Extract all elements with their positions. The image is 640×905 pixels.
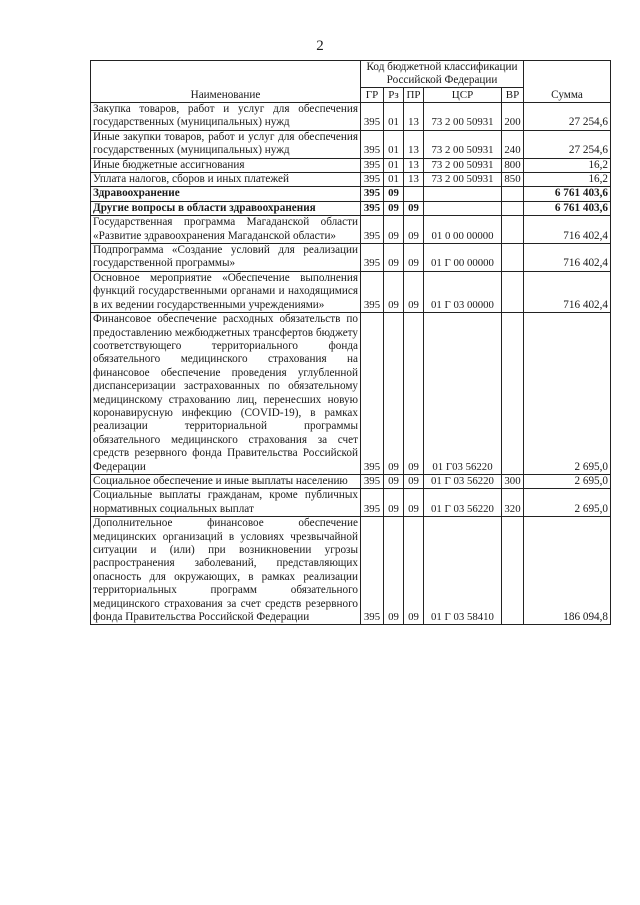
row-name: Подпрограмма «Создание условий для реализации государственной программы»: [91, 244, 361, 272]
row-pr: 09: [404, 201, 424, 215]
header-code-group: Код бюджетной классификации Российской Федерации: [361, 61, 524, 88]
row-sum: 27 254,6: [524, 103, 611, 131]
row-vr: [502, 187, 524, 201]
row-pr: 09: [404, 313, 424, 475]
row-pr: 09: [404, 244, 424, 272]
row-rz: 01: [384, 103, 404, 131]
row-csr: 01 Г 00 00000: [424, 244, 502, 272]
header-sum: Сумма: [524, 61, 611, 103]
row-name: Основное мероприятие «Обеспечение выполнения функций государственными органами и находящимися в их ведении государственными учреждениями»: [91, 271, 361, 312]
row-pr: 09: [404, 271, 424, 312]
row-gr: 395: [361, 474, 384, 488]
row-sum: 6 761 403,6: [524, 187, 611, 201]
row-vr: 800: [502, 158, 524, 172]
table-row: [91, 158, 611, 172]
table-row: [91, 271, 611, 312]
row-pr: 09: [404, 517, 424, 625]
row-sum: 716 402,4: [524, 244, 611, 272]
row-rz: 09: [384, 474, 404, 488]
row-vr: [502, 201, 524, 215]
row-csr: 01 Г 03 56220: [424, 474, 502, 488]
row-name: Дополнительное финансовое обеспечение медицинских организаций в условиях чрезвычайной ситуации и (или) при возникновении угрозы распространения заболеваний, представляющих опасность для окружающих, в рамках реализации территориальных программ обязательного медицинского страхования за счет средств резервного фонда Правительства Российской Федерации: [91, 517, 361, 625]
row-vr: [502, 313, 524, 475]
row-pr: 09: [404, 489, 424, 517]
row-sum: 716 402,4: [524, 271, 611, 312]
row-pr: 09: [404, 216, 424, 244]
row-name: Другие вопросы в области здравоохранения: [91, 201, 361, 215]
row-name: Социальное обеспечение и иные выплаты населению: [91, 474, 361, 488]
row-gr: 395: [361, 244, 384, 272]
row-vr: [502, 244, 524, 272]
row-pr: 13: [404, 103, 424, 131]
row-csr: 73 2 00 50931: [424, 130, 502, 158]
row-gr: 395: [361, 313, 384, 475]
row-pr: 13: [404, 173, 424, 187]
row-pr: 13: [404, 158, 424, 172]
table-row: [91, 103, 611, 131]
row-name: Иные бюджетные ассигнования: [91, 158, 361, 172]
row-vr: [502, 216, 524, 244]
row-sum: 186 094,8: [524, 517, 611, 625]
row-csr: 01 Г 03 58410: [424, 517, 502, 625]
row-name: Государственная программа Магаданской области «Развитие здравоохранения Магаданской области»: [91, 216, 361, 244]
row-csr: 01 Г 03 56220: [424, 489, 502, 517]
row-vr: 200: [502, 103, 524, 131]
row-name: Финансовое обеспечение расходных обязательств по предоставлению межбюджетных трансфертов бюджету соответствующего территориального фонда обязательного медицинского страхования на финансовое обеспечение проведения углубленной диспансеризации застрахованных по обязательному медицинскому страхованию лиц, перенесших новую коронавирусную инфекцию (COVID-19), в рамках реализации территориальной программы обязательного медицинского страхования за счет средств резервного фонда Правительства Российской Федерации: [91, 313, 361, 475]
budget-table: [90, 60, 611, 625]
row-vr: 240: [502, 130, 524, 158]
row-sum: 2 695,0: [524, 313, 611, 475]
table-row: [91, 313, 611, 475]
table-row: [91, 474, 611, 488]
row-name: Закупка товаров, работ и услуг для обеспечения государственных (муниципальных) нужд: [91, 103, 361, 131]
row-rz: 09: [384, 517, 404, 625]
row-gr: 395: [361, 173, 384, 187]
row-sum: 2 695,0: [524, 474, 611, 488]
row-rz: 09: [384, 244, 404, 272]
row-csr: 73 2 00 50931: [424, 103, 502, 131]
row-gr: 395: [361, 103, 384, 131]
table-row: [91, 517, 611, 625]
row-pr: [404, 187, 424, 201]
row-csr: 01 Г 03 00000: [424, 271, 502, 312]
row-gr: 395: [361, 271, 384, 312]
page-number: 2: [316, 38, 324, 54]
row-name: Иные закупки товаров, работ и услуг для обеспечения государственных (муниципальных) нужд: [91, 130, 361, 158]
row-csr: 73 2 00 50931: [424, 158, 502, 172]
row-rz: 01: [384, 158, 404, 172]
row-vr: 300: [502, 474, 524, 488]
table-row: [91, 130, 611, 158]
row-gr: 395: [361, 489, 384, 517]
row-gr: 395: [361, 216, 384, 244]
row-rz: 01: [384, 130, 404, 158]
table-row: [91, 216, 611, 244]
row-sum: 6 761 403,6: [524, 201, 611, 215]
table-row-section: [91, 187, 611, 201]
row-gr: 395: [361, 201, 384, 215]
row-rz: 09: [384, 187, 404, 201]
row-sum: 2 695,0: [524, 489, 611, 517]
row-sum: 16,2: [524, 173, 611, 187]
table-row: [91, 173, 611, 187]
header-pr: ПР: [404, 88, 424, 103]
row-rz: 09: [384, 489, 404, 517]
row-pr: 13: [404, 130, 424, 158]
row-rz: 09: [384, 271, 404, 312]
header-row: [91, 61, 611, 88]
table-row: [91, 489, 611, 517]
row-gr: 395: [361, 187, 384, 201]
row-name: Здравоохранение: [91, 187, 361, 201]
row-csr: [424, 187, 502, 201]
row-gr: 395: [361, 130, 384, 158]
row-sum: 16,2: [524, 158, 611, 172]
row-vr: [502, 271, 524, 312]
row-gr: 395: [361, 158, 384, 172]
row-rz: 09: [384, 201, 404, 215]
row-name: Социальные выплаты гражданам, кроме публичных нормативных социальных выплат: [91, 489, 361, 517]
row-csr: 01 Г03 56220: [424, 313, 502, 475]
table-row-section: [91, 201, 611, 215]
row-csr: 01 0 00 00000: [424, 216, 502, 244]
row-sum: 27 254,6: [524, 130, 611, 158]
row-csr: [424, 201, 502, 215]
row-rz: 01: [384, 173, 404, 187]
header-rz: Рз: [384, 88, 404, 103]
table-row: [91, 244, 611, 272]
row-vr: 320: [502, 489, 524, 517]
header-csr: ЦСР: [424, 88, 502, 103]
row-rz: 09: [384, 313, 404, 475]
row-csr: 73 2 00 50931: [424, 173, 502, 187]
row-vr: 850: [502, 173, 524, 187]
header-vr: ВР: [502, 88, 524, 103]
row-gr: 395: [361, 517, 384, 625]
row-rz: 09: [384, 216, 404, 244]
row-sum: 716 402,4: [524, 216, 611, 244]
header-name: Наименование: [91, 61, 361, 103]
row-name: Уплата налогов, сборов и иных платежей: [91, 173, 361, 187]
row-pr: 09: [404, 474, 424, 488]
header-gr: ГР: [361, 88, 384, 103]
row-vr: [502, 517, 524, 625]
